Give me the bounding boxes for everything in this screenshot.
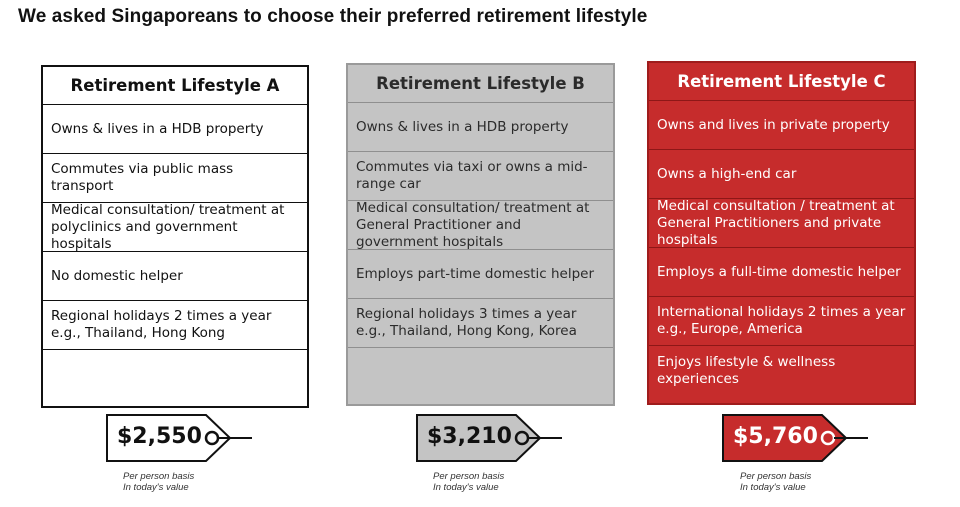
note-basis: Per person basis <box>123 471 195 482</box>
lifestyle-b-item: Medical consultation/ treatment at General Practitioner and government hospitals <box>348 201 613 250</box>
price-tag-b <box>416 414 566 464</box>
lifestyle-c-item: Medical consultation / treatment at General Practitioners and private hospitals <box>649 199 914 248</box>
price-value: $2,550 <box>117 424 202 449</box>
note-basis: Per person basis <box>740 471 812 482</box>
lifestyle-c-item: International holidays 2 times a year e.g., Europe, America <box>649 297 914 346</box>
lifestyle-c-item: Owns a high-end car <box>649 150 914 199</box>
lifestyle-a-item: Medical consultation/ treatment at polyclinics and government hospitals <box>43 203 307 252</box>
lifestyle-c-item: Owns and lives in private property <box>649 101 914 150</box>
lifestyle-b-heading: Retirement Lifestyle B <box>348 65 613 103</box>
price-tag-c <box>722 414 872 464</box>
price-note-a <box>123 471 194 493</box>
price-note-b <box>433 471 504 493</box>
lifestyle-c-card <box>647 61 916 405</box>
note-value: In today's value <box>123 482 189 493</box>
note-basis: Per person basis <box>433 471 505 482</box>
lifestyle-c-heading: Retirement Lifestyle C <box>649 63 914 101</box>
lifestyle-b-item: Commutes via taxi or owns a mid-range car <box>348 152 613 201</box>
lifestyle-a-item: Owns & lives in a HDB property <box>43 105 307 154</box>
page-title: We asked Singaporeans to choose their preferred retirement lifestyle <box>18 6 648 27</box>
lifestyle-b-item: Employs part-time domestic helper <box>348 250 613 299</box>
price-value: $5,760 <box>733 424 818 449</box>
lifestyle-b-item: Regional holidays 3 times a year e.g., Thailand, Hong Kong, Korea <box>348 299 613 348</box>
lifestyle-a-heading: Retirement Lifestyle A <box>43 67 307 105</box>
lifestyle-b-item <box>348 348 613 397</box>
lifestyle-a-card <box>41 65 309 408</box>
lifestyle-c-item: Enjoys lifestyle & wellness experiences <box>657 353 836 387</box>
lifestyle-a-item: Regional holidays 2 times a year e.g., Thailand, Hong Kong <box>43 301 307 350</box>
price-value: $3,210 <box>427 424 512 449</box>
price-note-c <box>740 471 811 493</box>
lifestyle-a-item: Commutes via public mass transport <box>43 154 307 203</box>
lifestyle-c-item: Employs a full-time domestic helper <box>649 248 914 297</box>
note-value: In today's value <box>740 482 806 493</box>
note-value: In today's value <box>433 482 499 493</box>
price-tag-a <box>106 414 256 464</box>
lifestyle-a-item <box>43 350 307 399</box>
lifestyle-b-item: Owns & lives in a HDB property <box>348 103 613 152</box>
lifestyle-a-item: No domestic helper <box>43 252 307 301</box>
lifestyle-b-card <box>346 63 615 406</box>
